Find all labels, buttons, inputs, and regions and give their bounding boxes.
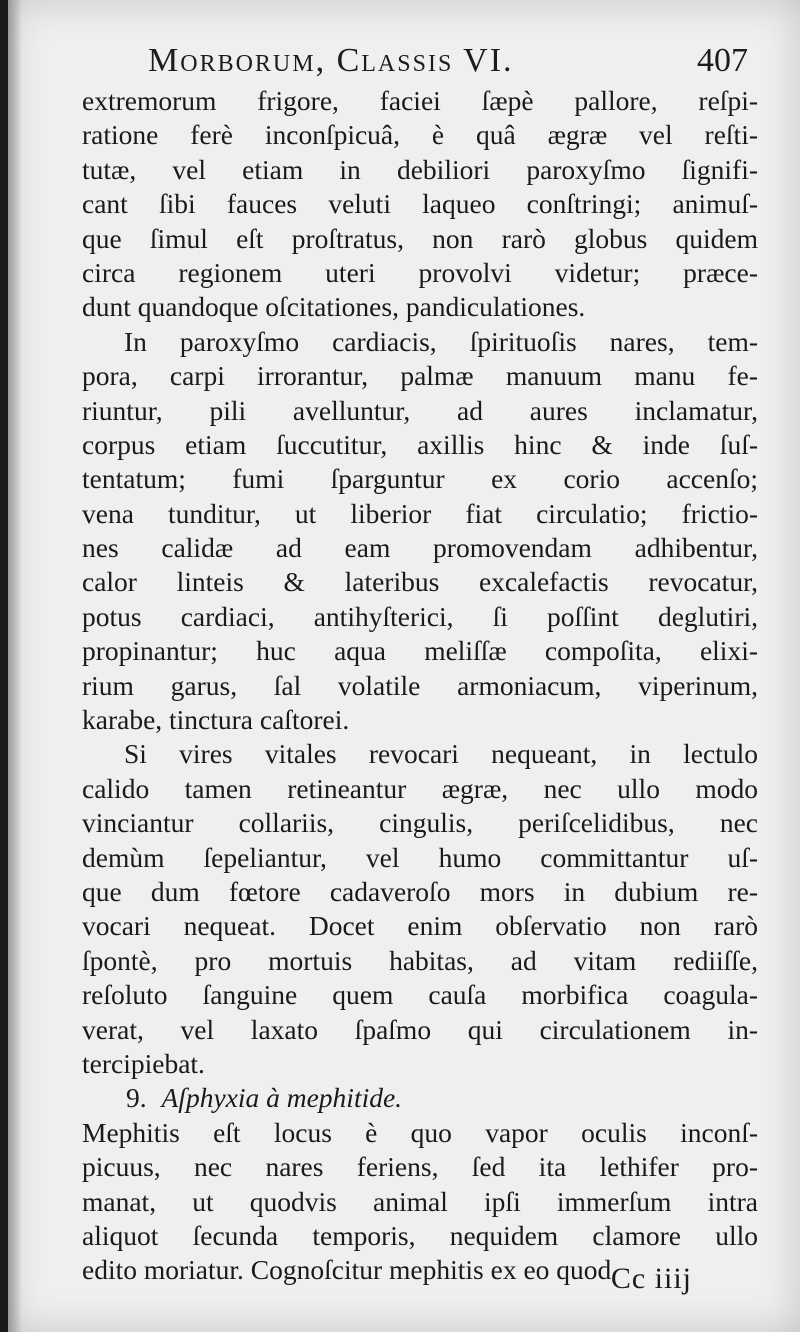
book-page — [8, 0, 800, 1332]
paragraph — [82, 737, 758, 1081]
text-line: verat, vel laxato ſpaſmo qui circulationem in- — [82, 1013, 758, 1045]
text-line: Mephitis eſt locus è quo vapor oculis inconſ- — [82, 1116, 758, 1148]
text-line: tutæ, vel etiam in debiliori paroxyſmo ſignifi- — [82, 153, 758, 185]
page-header — [148, 42, 748, 82]
text-line: circa regionem uteri provolvi videtur; præce- — [82, 256, 758, 288]
signature-mark: Cc iiij — [610, 1262, 692, 1295]
text-line: rium garus, ſal volatile armoniacum, viperinum, — [82, 669, 758, 701]
text-line: manat, ut quodvis animal ipſi immerſum intra — [82, 1185, 758, 1217]
text-line: karabe, tinctura caſtorei. — [82, 704, 350, 736]
text-line: edito moriatur. Cognoſcitur mephitis ex eo quod — [82, 1254, 612, 1286]
text-line: dunt quandoque oſcitationes, pandiculationes. — [82, 291, 586, 323]
text-line: calor linteis & lateribus excalefactis revocatur, — [82, 566, 758, 598]
text-line: reſoluto ſanguine quem cauſa morbifica coagula- — [82, 979, 758, 1011]
text-line: que ſimul eſt proſtratus, non rarò globus quidem — [82, 222, 758, 254]
text-line: In paroxyſmo cardiacis, ſpirituoſis nares, tem- — [124, 325, 758, 357]
text-line: extremorum frigore, faciei ſæpè pallore, reſpi- — [82, 85, 758, 116]
text-line: riuntur, pili avelluntur, ad aures inclamatur, — [82, 394, 758, 426]
running-head: Morborum, Classis VI. — [148, 42, 514, 79]
text-line: Si vires vitales revocari nequeant, in lectulo — [124, 738, 758, 770]
text-line: picuus, nec nares feriens, ſed ita lethifer pro- — [82, 1151, 758, 1183]
text-line: vinciantur collariis, cingulis, periſcelidibus, nec — [82, 807, 758, 839]
text-line: tentatum; fumi ſparguntur ex corio accenſo; — [82, 463, 758, 495]
text-line: propinantur; huc aqua meliſſæ compoſita, elixi- — [82, 635, 758, 667]
paragraph — [82, 84, 758, 325]
body-text — [82, 84, 758, 1288]
text-line: aliquot ſecunda temporis, nequidem clamore ullo — [82, 1219, 758, 1251]
text-line: potus cardiaci, antihyſterici, ſi poſſint deglutiri, — [82, 600, 758, 632]
text-line: que dum fœtore cadaveroſo mors in dubium re- — [82, 875, 758, 907]
text-line: pora, carpi irrorantur, palmæ manuum manu fe- — [82, 360, 758, 392]
text-line: tercipiebat. — [82, 1047, 205, 1079]
text-line: nes calidæ ad eam promovendam adhibentur, — [82, 532, 758, 564]
text-line: demùm ſepeliantur, vel humo committantur uſ- — [82, 841, 758, 873]
section-heading — [82, 1081, 758, 1115]
text-line: vena tunditur, ut liberior fiat circulatio; frictio- — [82, 497, 758, 529]
page-number: 407 — [697, 42, 748, 79]
section-title: Aſphyxia à mephitide. — [161, 1082, 403, 1114]
text-line: vocari nequeat. Docet enim obſervatio non rarò — [82, 910, 758, 942]
paragraphs — [82, 84, 758, 1081]
section-number: 9. — [126, 1082, 147, 1114]
text-line: calido tamen retineantur ægræ, nec ullo modo — [82, 772, 758, 804]
text-line: corpus etiam ſuccutitur, axillis hinc & inde ſuſ- — [82, 428, 758, 460]
text-line: ratione ferè inconſpicuâ, è quâ ægræ vel reſti- — [82, 119, 758, 151]
text-line: cant ſibi fauces veluti laqueo conſtringi; animuſ- — [82, 188, 758, 220]
text-line: ſpontè, pro mortuis habitas, ad vitam rediiſſe, — [82, 944, 758, 976]
paragraph — [82, 325, 758, 738]
